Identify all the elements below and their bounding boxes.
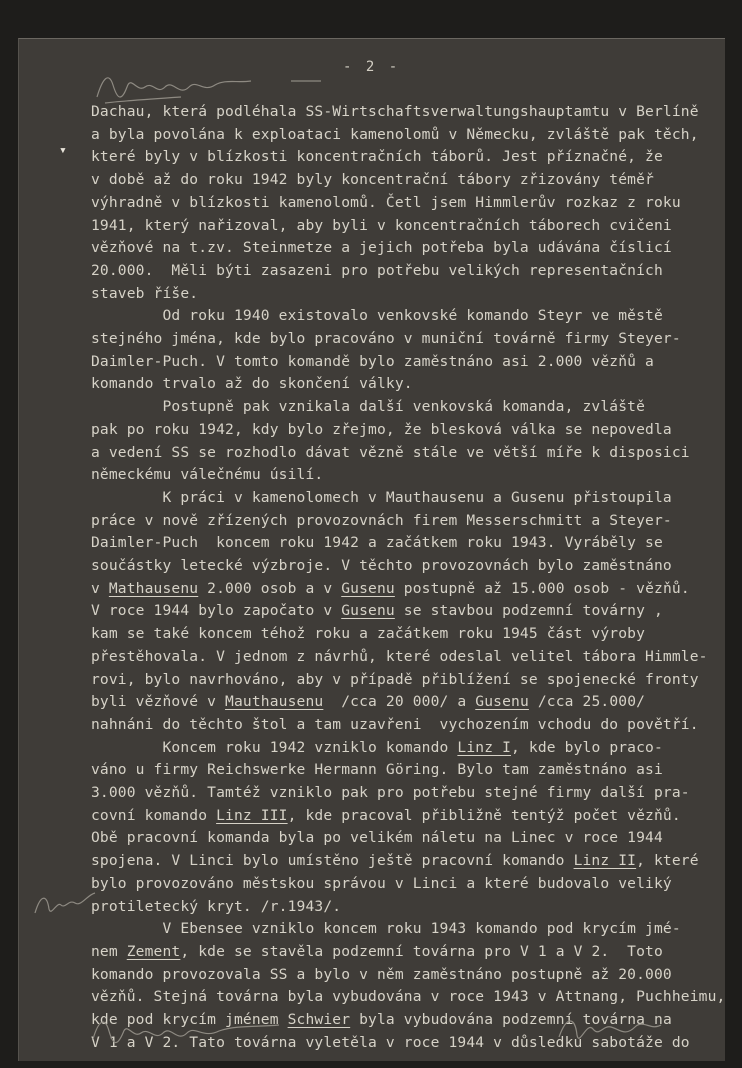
text-line: komando provozovala SS a bylo v něm zaměstnáno postupně až 20.000	[91, 965, 672, 983]
text-line: spojena. V Linci bylo umístěno ještě pracovní komando Linz II, které	[91, 852, 699, 870]
text-line: bylo provozováno městskou správou v Linci a které budovalo veliký	[91, 874, 672, 892]
text-line: součástky letecké výzbroje. V těchto provozovnách bylo zaměstnáno	[91, 557, 672, 574]
text-line: byli vězňové v Mauthausenu /cca 20 000/ a Gusenu /cca 25.000/	[91, 693, 646, 711]
text-line: covní komando Linz III, kde pracoval přibližně tentýž počet vězňů.	[91, 806, 681, 824]
text-line: V roce 1944 bylo započato v Gusenu se stavbou podzemní továrny ,	[91, 602, 663, 620]
text-line: váno u firmy Reichswerke Hermann Göring. Bylo tam zaměstnáno asi	[91, 761, 663, 779]
text-line: výhradně v blízkosti kamenolomů. Četl jsem Himmlerův rozkaz z roku	[91, 193, 681, 211]
document-page	[18, 38, 725, 1061]
text-line: vězňové na t.zv. Steinmetze a jejich potřeba byla udávána číslicí	[91, 239, 672, 257]
text-line: 20.000. Měli býti zasazeni pro potřebu velikých representačních	[91, 261, 663, 279]
underlined-word: Gusenu	[341, 579, 395, 597]
text-line: Dachau, která podléhala SS-Wirtschaftsverwaltungshauptamtu v Berlíně	[91, 103, 699, 120]
underlined-word: Mathausenu	[108, 579, 199, 597]
page-number: - 2 -	[343, 59, 401, 75]
text-line: protiletecký kryt. /r.1943/.	[91, 897, 342, 915]
text-line: 3.000 vězňů. Tamtéž vzniklo pak pro potřebu stejné firmy další pra-	[91, 784, 690, 801]
text-line: Koncem roku 1942 vzniklo komando Linz I, kde bylo praco-	[91, 738, 663, 756]
signature-bottom-left	[89, 1007, 289, 1057]
text-line: Obě pracovní komanda byla po velikém náletu na Linec v roce 1944	[91, 829, 663, 847]
text-line: Od roku 1940 existovalo venkovské komando Steyr ve městě	[91, 307, 663, 325]
underlined-word: Mauthausenu	[225, 693, 324, 711]
text-line: práce v nově zřízených provozovnách firem Messerschmitt a Steyer-	[91, 511, 672, 529]
margin-annotation	[31, 883, 101, 923]
underlined-word: Linz III	[216, 806, 288, 824]
text-line: vězňů. Stejná továrna byla vybudována v roce 1943 v Attnang, Puchheimu,	[91, 988, 725, 1006]
text-line: a byla povolána k exploataci kamenolomů v Německu, zvláště pak těch,	[91, 125, 699, 143]
text-line: komando trvalo až do skončení války.	[91, 375, 413, 393]
text-line: Postupně pak vznikala další venkovská komanda, zvláště	[91, 398, 646, 416]
text-line: V 1 a V 2. Tato továrna vyletěla v roce 1944 v důsledku sabotáže do	[91, 1033, 690, 1051]
underlined-word: Zement	[126, 942, 181, 960]
underlined-word: Gusenu	[341, 602, 395, 620]
underlined-word: Gusenu	[475, 693, 529, 711]
margin-mark: ▾	[59, 143, 67, 158]
text-line: Daimler-Puch. V tomto komandě bylo zaměstnáno asi 2.000 vězňů a	[91, 352, 654, 370]
text-line: pak po roku 1942, kdy bylo zřejmo, že blesková válka se nepovedla	[91, 420, 672, 438]
text-line: německému válečnému úsilí.	[91, 466, 324, 484]
text-line: přestěhovala. V jednom z návrhů, které odeslal velitel tábora Himmle-	[91, 647, 708, 665]
edge-mark	[738, 100, 742, 120]
signature-bottom-right	[549, 1007, 669, 1057]
text-line: v době až do roku 1942 byly koncentrační tábory zřizovány téměř	[91, 171, 654, 189]
underlined-word: Schwier	[287, 1011, 351, 1028]
text-line: které byly v blízkosti koncentračních táborů. Jest příznačné, že	[91, 148, 663, 166]
underlined-word: Linz II	[573, 852, 637, 870]
text-line: Daimler-Puch koncem roku 1942 a začátkem roku 1943. Vyráběly se	[91, 534, 663, 552]
text-line: staveb říše.	[91, 284, 199, 302]
text-line: 1941, který nařizoval, aby byli v koncentračních táborech cvičeni	[91, 216, 672, 234]
text-line: kam se také koncem téhož roku a začátkem roku 1945 část výroby	[91, 625, 646, 643]
text-line: V Ebensee vzniklo koncem roku 1943 komando pod krycím jmé-	[91, 920, 681, 938]
text-line: K práci v kamenolomech v Mauthausenu a Gusenu přistoupila	[91, 488, 672, 506]
text-line: a vedení SS se rozhodlo dávat vězně stále ve větší míře k disposici	[91, 443, 690, 461]
text-line: nahnáni do těchto štol a tam uzavřeni vychozením vchodu do povětří.	[91, 715, 699, 733]
text-line: rovi, bylo navrhováno, aby v případě přiblížení se spojenecké fronty	[91, 670, 699, 688]
text-line: v Mathausenu 2.000 osob a v Gusenu postupně až 15.000 osob - vězňů.	[91, 579, 690, 597]
text-line: kde pod krycím jménem Schwier byla vybudována podzemní továrna na	[91, 1011, 672, 1028]
underlined-word: Linz I	[457, 738, 512, 756]
text-line: stejného jména, kde bylo pracováno v muniční továrně firmy Steyer-	[91, 330, 681, 347]
text-line: nem Zement, kde se stavěla podzemní továrna pro V 1 a V 2. Toto	[91, 942, 663, 960]
